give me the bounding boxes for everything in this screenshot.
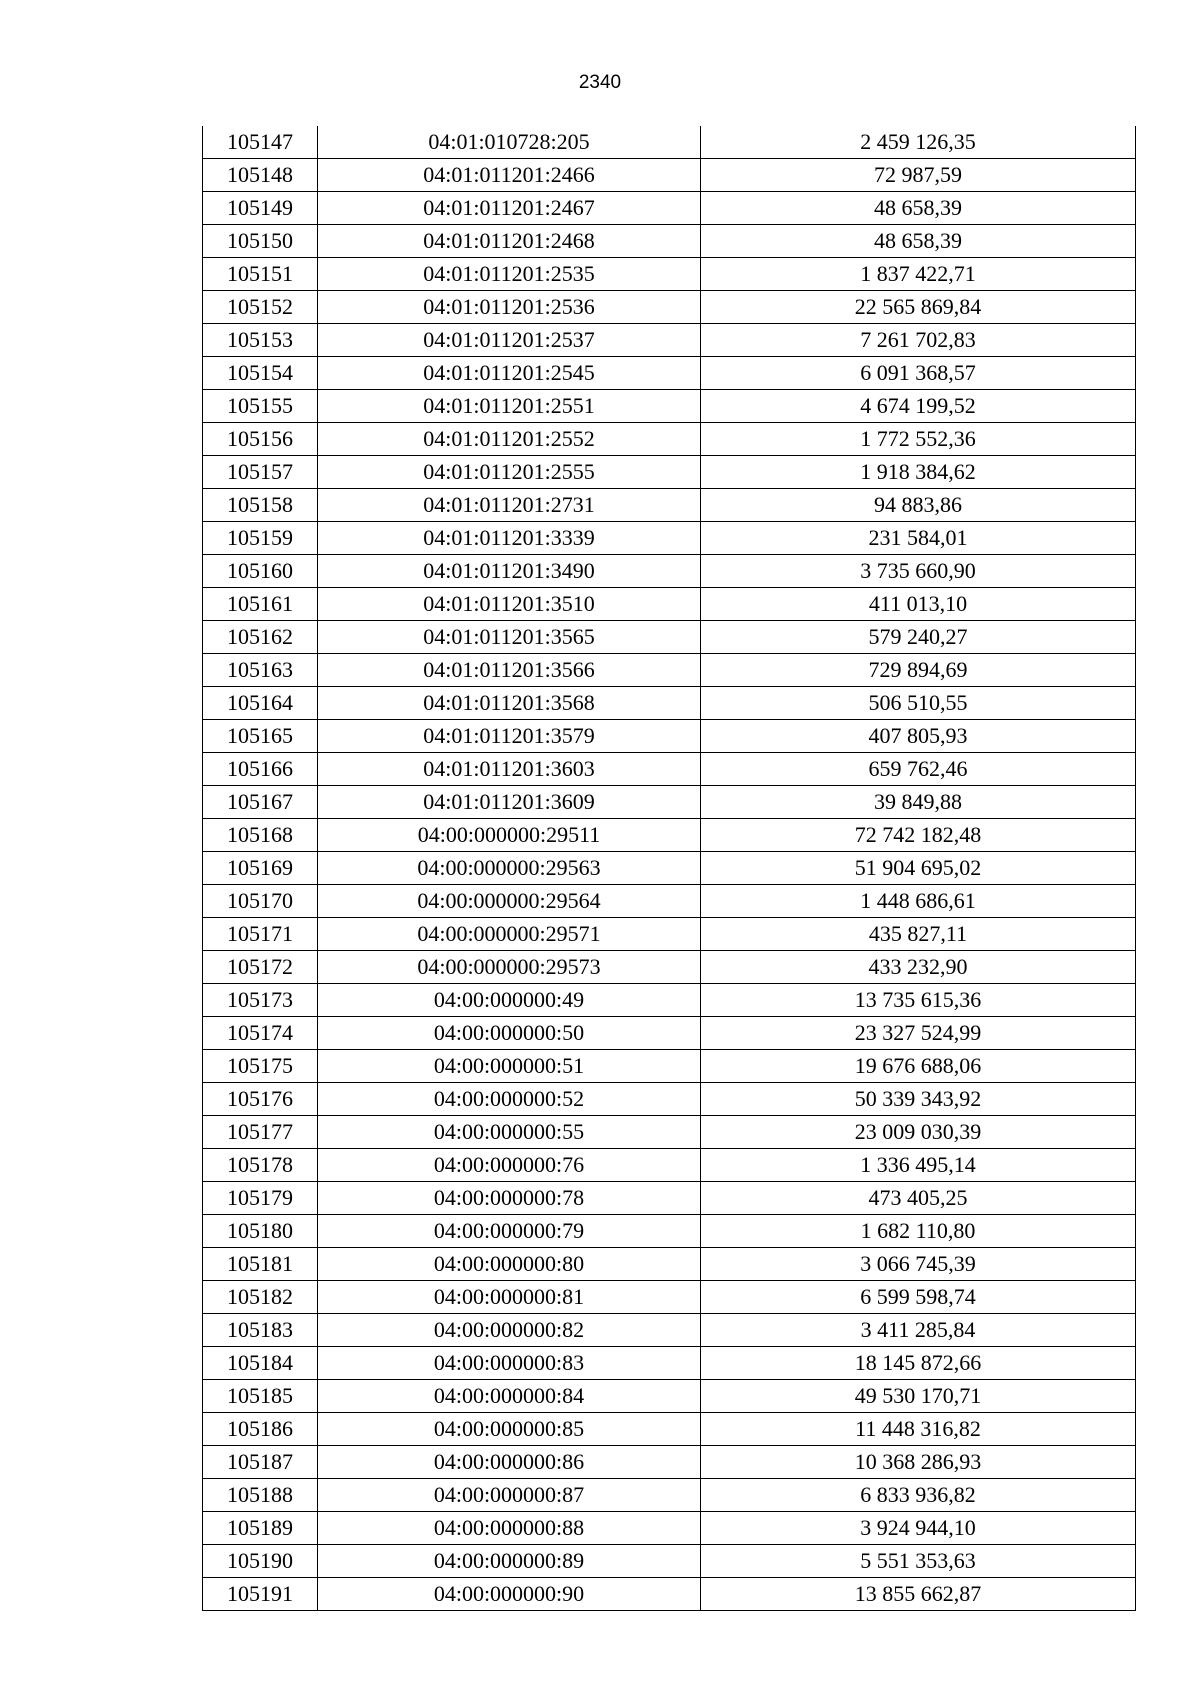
row-number-cell: 105167	[203, 786, 318, 819]
table-row	[203, 1050, 1136, 1083]
row-number-cell: 105172	[203, 951, 318, 984]
cadastral-value-cell: 3 066 745,39	[701, 1248, 1136, 1281]
row-number-cell: 105190	[203, 1545, 318, 1578]
cadastral-value-cell: 94 883,86	[701, 489, 1136, 522]
table-row	[203, 1545, 1136, 1578]
cadastral-number-cell: 04:00:000000:87	[318, 1479, 701, 1512]
row-number-cell: 105182	[203, 1281, 318, 1314]
cadastral-value-cell: 1 772 552,36	[701, 423, 1136, 456]
table-row	[203, 522, 1136, 555]
row-number-cell: 105183	[203, 1314, 318, 1347]
cadastral-number-cell: 04:00:000000:79	[318, 1215, 701, 1248]
cadastral-value-cell: 10 368 286,93	[701, 1446, 1136, 1479]
row-number-cell: 105178	[203, 1149, 318, 1182]
table-row	[203, 1017, 1136, 1050]
row-number-cell: 105175	[203, 1050, 318, 1083]
cadastral-number-cell: 04:00:000000:84	[318, 1380, 701, 1413]
cadastral-value-cell: 49 530 170,71	[701, 1380, 1136, 1413]
cadastral-value-cell: 13 735 615,36	[701, 984, 1136, 1017]
cadastral-number-cell: 04:00:000000:81	[318, 1281, 701, 1314]
table-row	[203, 852, 1136, 885]
table-row	[203, 1215, 1136, 1248]
cadastral-number-cell: 04:01:011201:3603	[318, 753, 701, 786]
table-row	[203, 1116, 1136, 1149]
cadastral-number-cell: 04:00:000000:29573	[318, 951, 701, 984]
cadastral-number-cell: 04:00:000000:29571	[318, 918, 701, 951]
table-row	[203, 588, 1136, 621]
cadastral-number-cell: 04:00:000000:85	[318, 1413, 701, 1446]
cadastral-number-cell: 04:00:000000:50	[318, 1017, 701, 1050]
table-row	[203, 291, 1136, 324]
row-number-cell: 105147	[203, 126, 318, 159]
cadastral-value-cell: 506 510,55	[701, 687, 1136, 720]
cadastral-number-cell: 04:00:000000:86	[318, 1446, 701, 1479]
cadastral-value-cell: 1 682 110,80	[701, 1215, 1136, 1248]
cadastral-number-cell: 04:00:000000:83	[318, 1347, 701, 1380]
table-row	[203, 1149, 1136, 1182]
row-number-cell: 105166	[203, 753, 318, 786]
table-row	[203, 654, 1136, 687]
cadastral-number-cell: 04:01:011201:2536	[318, 291, 701, 324]
row-number-cell: 105179	[203, 1182, 318, 1215]
row-number-cell: 105181	[203, 1248, 318, 1281]
table-row	[203, 786, 1136, 819]
table-body	[203, 126, 1136, 1611]
row-number-cell: 105169	[203, 852, 318, 885]
cadastral-number-cell: 04:00:000000:29564	[318, 885, 701, 918]
row-number-cell: 105187	[203, 1446, 318, 1479]
cadastral-value-cell: 72 987,59	[701, 159, 1136, 192]
table-row	[203, 951, 1136, 984]
cadastral-number-cell: 04:00:000000:90	[318, 1578, 701, 1611]
table-row	[203, 1083, 1136, 1116]
cadastral-number-cell: 04:00:000000:29511	[318, 819, 701, 852]
cadastral-value-cell: 3 924 944,10	[701, 1512, 1136, 1545]
cadastral-number-cell: 04:00:000000:52	[318, 1083, 701, 1116]
row-number-cell: 105186	[203, 1413, 318, 1446]
row-number-cell: 105171	[203, 918, 318, 951]
row-number-cell: 105162	[203, 621, 318, 654]
table-row	[203, 390, 1136, 423]
cadastral-value-table	[202, 126, 1136, 1611]
cadastral-value-cell: 231 584,01	[701, 522, 1136, 555]
table-row	[203, 1182, 1136, 1215]
row-number-cell: 105174	[203, 1017, 318, 1050]
cadastral-number-cell: 04:00:000000:89	[318, 1545, 701, 1578]
cadastral-value-cell: 72 742 182,48	[701, 819, 1136, 852]
row-number-cell: 105176	[203, 1083, 318, 1116]
cadastral-value-cell: 473 405,25	[701, 1182, 1136, 1215]
cadastral-number-cell: 04:01:011201:3339	[318, 522, 701, 555]
cadastral-number-cell: 04:01:011201:2537	[318, 324, 701, 357]
cadastral-number-cell: 04:00:000000:82	[318, 1314, 701, 1347]
cadastral-value-cell: 7 261 702,83	[701, 324, 1136, 357]
cadastral-value-cell: 13 855 662,87	[701, 1578, 1136, 1611]
cadastral-value-cell: 5 551 353,63	[701, 1545, 1136, 1578]
row-number-cell: 105180	[203, 1215, 318, 1248]
row-number-cell: 105151	[203, 258, 318, 291]
row-number-cell: 105163	[203, 654, 318, 687]
table-row	[203, 1512, 1136, 1545]
table-row	[203, 357, 1136, 390]
cadastral-number-cell: 04:00:000000:76	[318, 1149, 701, 1182]
table-row	[203, 753, 1136, 786]
cadastral-number-cell: 04:01:011201:2545	[318, 357, 701, 390]
cadastral-number-cell: 04:00:000000:49	[318, 984, 701, 1017]
cadastral-number-cell: 04:00:000000:29563	[318, 852, 701, 885]
row-number-cell: 105170	[203, 885, 318, 918]
table-row	[203, 192, 1136, 225]
row-number-cell: 105157	[203, 456, 318, 489]
row-number-cell: 105152	[203, 291, 318, 324]
cadastral-number-cell: 04:01:011201:3510	[318, 588, 701, 621]
row-number-cell: 105156	[203, 423, 318, 456]
table-row	[203, 456, 1136, 489]
table-row	[203, 555, 1136, 588]
cadastral-number-cell: 04:01:011201:2552	[318, 423, 701, 456]
row-number-cell: 105150	[203, 225, 318, 258]
table-row	[203, 1446, 1136, 1479]
row-number-cell: 105188	[203, 1479, 318, 1512]
cadastral-value-cell: 411 013,10	[701, 588, 1136, 621]
cadastral-number-cell: 04:01:011201:3490	[318, 555, 701, 588]
cadastral-number-cell: 04:00:000000:51	[318, 1050, 701, 1083]
cadastral-number-cell: 04:01:011201:2466	[318, 159, 701, 192]
table-row	[203, 1479, 1136, 1512]
table-row	[203, 159, 1136, 192]
cadastral-value-cell: 2 459 126,35	[701, 126, 1136, 159]
table-row	[203, 819, 1136, 852]
cadastral-number-cell: 04:01:011201:3579	[318, 720, 701, 753]
row-number-cell: 105191	[203, 1578, 318, 1611]
table-row	[203, 258, 1136, 291]
cadastral-value-cell: 729 894,69	[701, 654, 1136, 687]
row-number-cell: 105185	[203, 1380, 318, 1413]
row-number-cell: 105149	[203, 192, 318, 225]
row-number-cell: 105158	[203, 489, 318, 522]
cadastral-number-cell: 04:01:011201:2555	[318, 456, 701, 489]
cadastral-value-cell: 48 658,39	[701, 225, 1136, 258]
cadastral-value-cell: 4 674 199,52	[701, 390, 1136, 423]
table-row	[203, 1347, 1136, 1380]
cadastral-value-cell: 3 735 660,90	[701, 555, 1136, 588]
cadastral-value-cell: 11 448 316,82	[701, 1413, 1136, 1446]
row-number-cell: 105168	[203, 819, 318, 852]
cadastral-value-cell: 23 327 524,99	[701, 1017, 1136, 1050]
page-number: 2340	[578, 72, 622, 93]
cadastral-number-cell: 04:01:010728:205	[318, 126, 701, 159]
cadastral-number-cell: 04:01:011201:2535	[318, 258, 701, 291]
cadastral-value-cell: 51 904 695,02	[701, 852, 1136, 885]
table-row	[203, 621, 1136, 654]
table-row	[203, 984, 1136, 1017]
cadastral-number-cell: 04:01:011201:2551	[318, 390, 701, 423]
cadastral-value-cell: 407 805,93	[701, 720, 1136, 753]
row-number-cell: 105177	[203, 1116, 318, 1149]
row-number-cell: 105153	[203, 324, 318, 357]
cadastral-value-cell: 659 762,46	[701, 753, 1136, 786]
table-row	[203, 918, 1136, 951]
cadastral-value-cell: 1 448 686,61	[701, 885, 1136, 918]
row-number-cell: 105164	[203, 687, 318, 720]
cadastral-value-cell: 19 676 688,06	[701, 1050, 1136, 1083]
cadastral-number-cell: 04:01:011201:2468	[318, 225, 701, 258]
row-number-cell: 105148	[203, 159, 318, 192]
cadastral-value-cell: 50 339 343,92	[701, 1083, 1136, 1116]
cadastral-value-cell: 22 565 869,84	[701, 291, 1136, 324]
cadastral-number-cell: 04:01:011201:3609	[318, 786, 701, 819]
table-row	[203, 687, 1136, 720]
cadastral-value-cell: 6 091 368,57	[701, 357, 1136, 390]
table-row	[203, 489, 1136, 522]
cadastral-value-cell: 6 833 936,82	[701, 1479, 1136, 1512]
cadastral-value-cell: 1 837 422,71	[701, 258, 1136, 291]
table-row	[203, 225, 1136, 258]
table-row	[203, 885, 1136, 918]
row-number-cell: 105173	[203, 984, 318, 1017]
cadastral-number-cell: 04:00:000000:80	[318, 1248, 701, 1281]
table-row	[203, 1380, 1136, 1413]
row-number-cell: 105155	[203, 390, 318, 423]
table-row	[203, 423, 1136, 456]
cadastral-value-cell: 579 240,27	[701, 621, 1136, 654]
cadastral-number-cell: 04:00:000000:78	[318, 1182, 701, 1215]
cadastral-number-cell: 04:01:011201:2467	[318, 192, 701, 225]
cadastral-value-cell: 3 411 285,84	[701, 1314, 1136, 1347]
cadastral-value-cell: 435 827,11	[701, 918, 1136, 951]
cadastral-value-cell: 433 232,90	[701, 951, 1136, 984]
cadastral-value-cell: 39 849,88	[701, 786, 1136, 819]
cadastral-number-cell: 04:01:011201:3568	[318, 687, 701, 720]
table-row	[203, 1248, 1136, 1281]
table-row	[203, 1281, 1136, 1314]
cadastral-number-cell: 04:01:011201:3565	[318, 621, 701, 654]
row-number-cell: 105154	[203, 357, 318, 390]
row-number-cell: 105159	[203, 522, 318, 555]
table-row	[203, 1578, 1136, 1611]
cadastral-number-cell: 04:01:011201:3566	[318, 654, 701, 687]
table-row	[203, 1413, 1136, 1446]
cadastral-number-cell: 04:00:000000:55	[318, 1116, 701, 1149]
table-row	[203, 1314, 1136, 1347]
cadastral-value-cell: 1 918 384,62	[701, 456, 1136, 489]
cadastral-value-cell: 48 658,39	[701, 192, 1136, 225]
cadastral-value-cell: 23 009 030,39	[701, 1116, 1136, 1149]
row-number-cell: 105184	[203, 1347, 318, 1380]
row-number-cell: 105189	[203, 1512, 318, 1545]
cadastral-number-cell: 04:00:000000:88	[318, 1512, 701, 1545]
table-row	[203, 126, 1136, 159]
row-number-cell: 105160	[203, 555, 318, 588]
row-number-cell: 105161	[203, 588, 318, 621]
cadastral-value-cell: 1 336 495,14	[701, 1149, 1136, 1182]
cadastral-value-cell: 6 599 598,74	[701, 1281, 1136, 1314]
cadastral-number-cell: 04:01:011201:2731	[318, 489, 701, 522]
cadastral-value-cell: 18 145 872,66	[701, 1347, 1136, 1380]
row-number-cell: 105165	[203, 720, 318, 753]
table-row	[203, 720, 1136, 753]
table-row	[203, 324, 1136, 357]
